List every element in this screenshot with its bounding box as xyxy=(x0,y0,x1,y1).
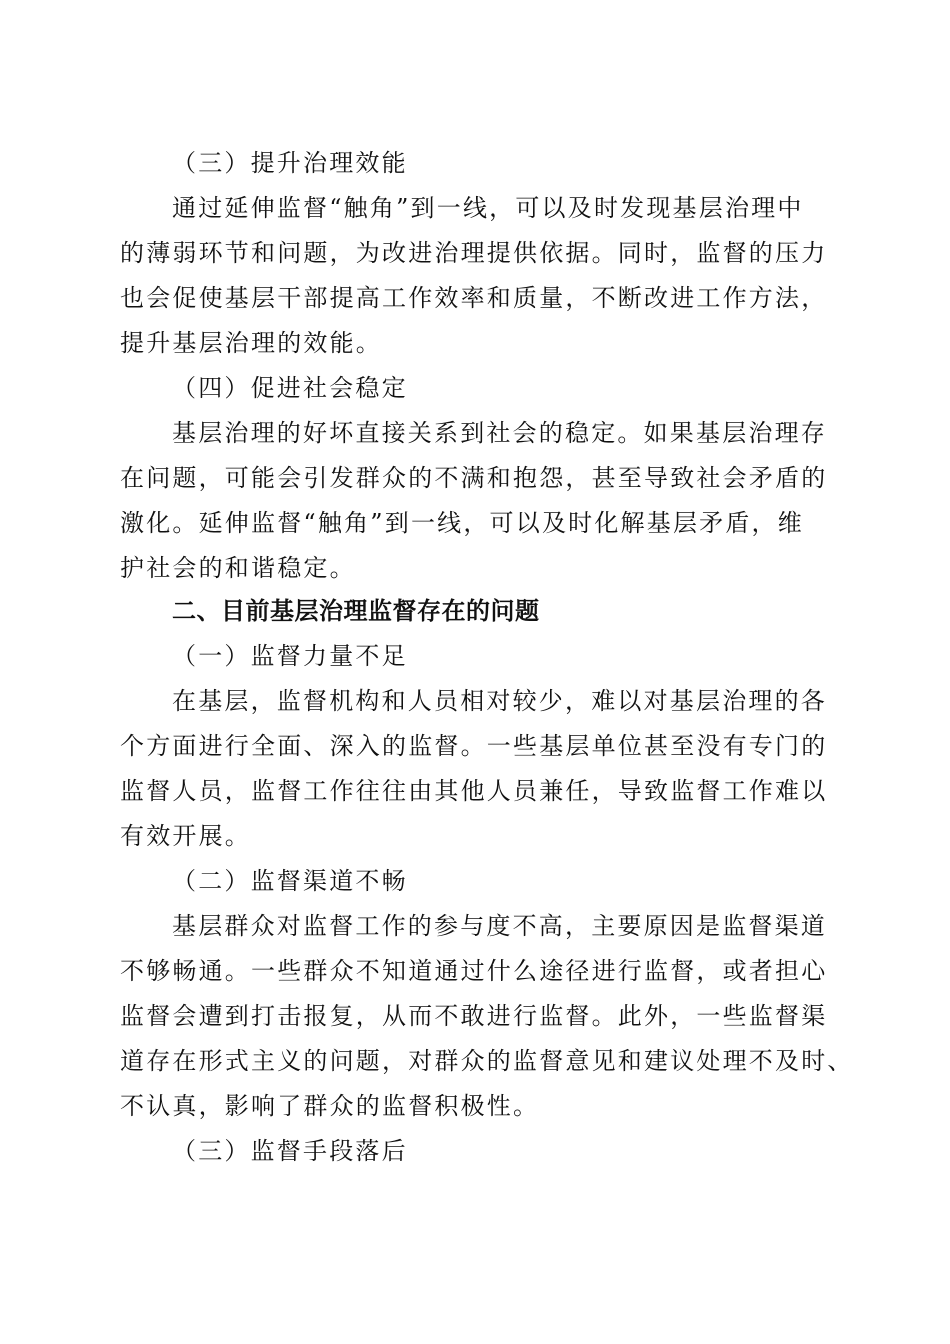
paragraph-line: 在问题，可能会引发群众的不满和抱怨，甚至导致社会矛盾的 xyxy=(120,464,828,492)
paragraph-line: 护社会的和谐稳定。 xyxy=(120,554,356,582)
section-heading-insufficient-forces: （一）监督力量不足 xyxy=(172,642,408,670)
paragraph-line: 的薄弱环节和问题，为改进治理提供依据。同时，监督的压力 xyxy=(120,239,828,267)
section-heading-improve-efficiency: （三）提升治理效能 xyxy=(172,149,408,177)
paragraph-line: 在基层，监督机构和人员相对较少，难以对基层治理的各 xyxy=(172,687,827,715)
paragraph-line: 基层治理的好坏直接关系到社会的稳定。如果基层治理存 xyxy=(172,419,827,447)
paragraph-line: 监督会遭到打击报复，从而不敢进行监督。此外，一些监督渠 xyxy=(120,1002,828,1030)
paragraph-line: 道存在形式主义的问题，对群众的监督意见和建议处理不及时、 xyxy=(120,1047,854,1075)
chapter-heading-current-problems: 二、目前基层治理监督存在的问题 xyxy=(172,597,540,625)
paragraph-line: 提升基层治理的效能。 xyxy=(120,329,382,357)
paragraph-line: 不够畅通。一些群众不知道通过什么途径进行监督，或者担心 xyxy=(120,957,828,985)
paragraph-line: 激化。延伸监督“触角”到一线，可以及时化解基层矛盾，维 xyxy=(120,509,804,537)
paragraph-line: 基层群众对监督工作的参与度不高，主要原因是监督渠道 xyxy=(172,912,827,940)
paragraph-line: 通过延伸监督“触角”到一线，可以及时发现基层治理中 xyxy=(172,194,804,222)
section-heading-social-stability: （四）促进社会稳定 xyxy=(172,374,408,402)
paragraph-line: 不认真，影响了群众的监督积极性。 xyxy=(120,1092,540,1120)
section-heading-outdated-means: （三）监督手段落后 xyxy=(172,1137,408,1165)
section-heading-blocked-channels: （二）监督渠道不畅 xyxy=(172,867,408,895)
paragraph-line: 监督人员，监督工作往往由其他人员兼任，导致监督工作难以 xyxy=(120,777,828,805)
paragraph-line: 也会促使基层干部提高工作效率和质量，不断改进工作方法， xyxy=(120,284,828,312)
paragraph-line: 个方面进行全面、深入的监督。一些基层单位甚至没有专门的 xyxy=(120,732,828,760)
paragraph-line: 有效开展。 xyxy=(120,822,251,850)
